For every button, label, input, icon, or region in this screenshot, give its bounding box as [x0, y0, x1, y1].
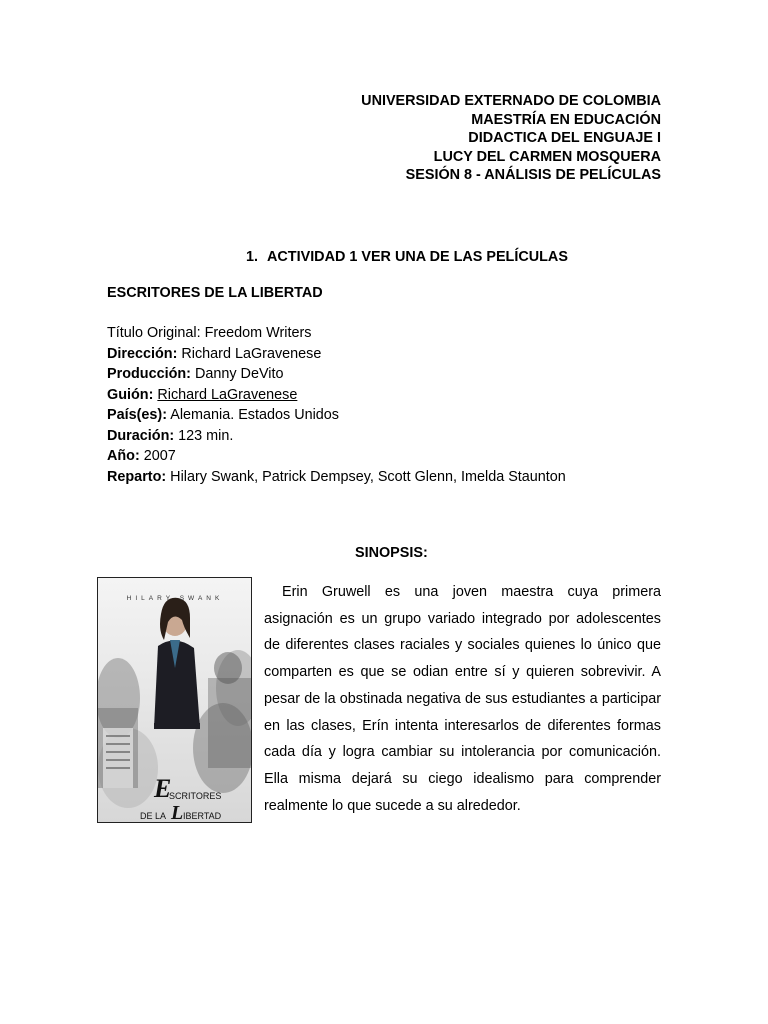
header-session: SESIÓN 8 - ANÁLISIS DE PELÍCULAS: [405, 167, 661, 184]
document-header: [361, 92, 661, 185]
activity-heading: [246, 249, 568, 265]
poster-actor-name: HILARY SWANK: [126, 595, 224, 602]
movie-poster-image: [97, 577, 252, 823]
detail-original-title-value: Freedom Writers: [204, 325, 312, 341]
detail-original-title-label: Título Original:: [107, 325, 201, 341]
detail-original-title: [107, 323, 566, 344]
detail-script-link[interactable]: Richard LaGravenese: [157, 386, 298, 403]
detail-duration-value: 123 min.: [178, 427, 234, 444]
synopsis-heading: SINOPSIS:: [355, 545, 428, 561]
detail-year: [107, 446, 566, 467]
poster-title-initial-l: L: [171, 802, 184, 823]
header-program: MAESTRÍA EN EDUCACIÓN: [471, 111, 661, 128]
detail-cast-value: Hilary Swank, Patrick Dempsey, Scott Glenn, Imelda Staunton: [170, 468, 566, 485]
poster-title-line1: SCRITORES: [169, 791, 222, 801]
detail-cast-label: Reparto:: [107, 468, 167, 485]
detail-script-label: Guión:: [107, 386, 154, 403]
detail-cast: [107, 467, 566, 488]
detail-duration: [107, 426, 566, 447]
detail-direction: [107, 344, 566, 365]
detail-country: [107, 405, 566, 426]
poster-title-line2: IBERTAD: [183, 811, 222, 821]
synopsis-text: Erin Gruwell es una joven maestra cuya primera asignación es un grupo variado integrado por adolescentes de diferentes clases raciales y sociales quienes lo único que comparten es que se odian entre sí y quieren sobrevivir. A pesar de la obstinada negativa de sus estudiantes a participar en las clases, Erín intenta interesarlos de diferentes formas cada día y logra cambiar su intolerancia por comunicación. Ella misma dejará su ciego idealismo para comprender realmente lo que sucede a su alrededor.: [264, 584, 661, 814]
detail-year-value: 2007: [143, 448, 176, 464]
detail-script: [107, 385, 566, 406]
detail-direction-value: Richard LaGravenese: [181, 345, 322, 362]
header-author: LUCY DEL CARMEN MOSQUERA: [433, 148, 661, 165]
header-university: UNIVERSIDAD EXTERNADO DE COLOMBIA: [361, 93, 661, 109]
detail-production-value: Danny DeVito: [194, 366, 284, 382]
detail-country-label: País(es):: [107, 407, 167, 423]
detail-country-value: Alemania. Estados Unidos: [170, 407, 339, 423]
poster-title-line2-prefix: DE LA: [140, 811, 167, 821]
detail-year-label: Año:: [107, 448, 140, 464]
header-course: DIDACTICA DEL ENGUAJE I: [468, 130, 661, 147]
activity-number: 1.: [246, 249, 259, 265]
detail-production: [107, 364, 566, 385]
activity-text: ACTIVIDAD 1 VER UNA DE LAS PELÍCULAS: [267, 249, 568, 265]
detail-direction-label: Dirección:: [107, 345, 178, 362]
poster-title-initial-e: E: [154, 774, 172, 803]
film-title: ESCRITORES DE LA LIBERTAD: [107, 285, 323, 301]
film-details: [107, 323, 566, 487]
detail-production-label: Producción:: [107, 366, 191, 382]
detail-duration-label: Duración:: [107, 427, 175, 444]
